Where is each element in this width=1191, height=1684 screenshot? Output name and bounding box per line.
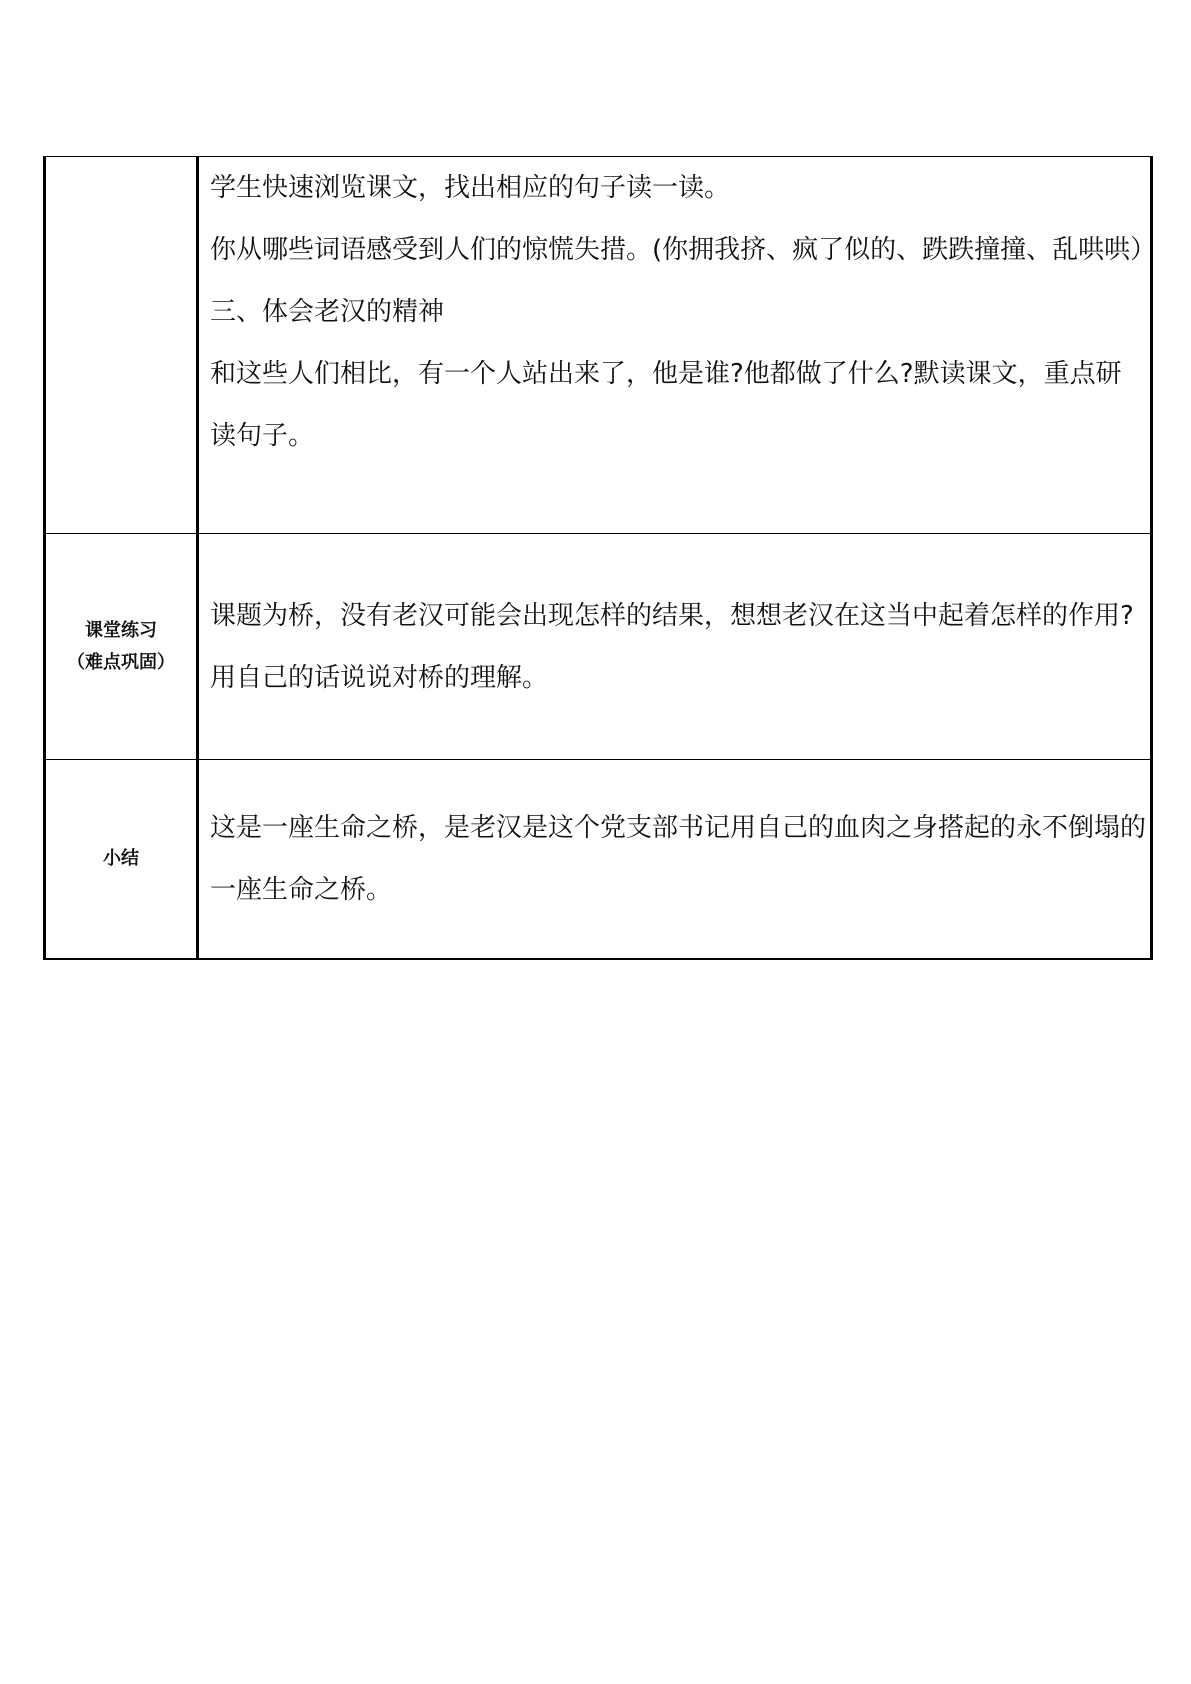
paragraph: 你从哪些词语感受到人们的惊慌失措。(你拥我挤、疯了似的、跌跌撞撞、乱哄哄）: [210, 235, 1157, 265]
paragraph: 这是一座生命之桥，是老汉是这个党支部书记用自己的血肉之身搭起的永不倒塌的一座生命之桥。: [210, 813, 1147, 905]
row-label-cell: [45, 760, 198, 960]
paragraph: 和这些人们相比，有一个人站出来了，他是谁?他都做了什么?默读课文，重点研读句子。: [210, 359, 1122, 451]
table-row: [45, 760, 1152, 960]
row-label-cell: [45, 534, 198, 760]
section-heading: 三、体会老汉的精神: [210, 297, 445, 327]
paragraph: 课题为桥，没有老汉可能会出现怎样的结果，想想老汉在这当中起着怎样的作用?用自己的话说说对桥的理解。: [210, 600, 1134, 693]
lesson-plan-table: [43, 156, 1157, 960]
row-content-cell: [198, 760, 1152, 960]
table-row: [45, 157, 1152, 534]
paragraph: 学生快速浏览课文，找出相应的句子读一读。: [210, 173, 731, 203]
row-label-cell: [45, 157, 198, 534]
row-content-cell: [198, 534, 1152, 760]
row-label-sublabel: （难点巩固）: [67, 651, 175, 673]
row-label-practice: 课堂练习: [85, 619, 157, 641]
row-label-summary: 小结: [103, 848, 139, 869]
row-content-cell: [198, 157, 1157, 534]
table-row: [45, 534, 1152, 760]
